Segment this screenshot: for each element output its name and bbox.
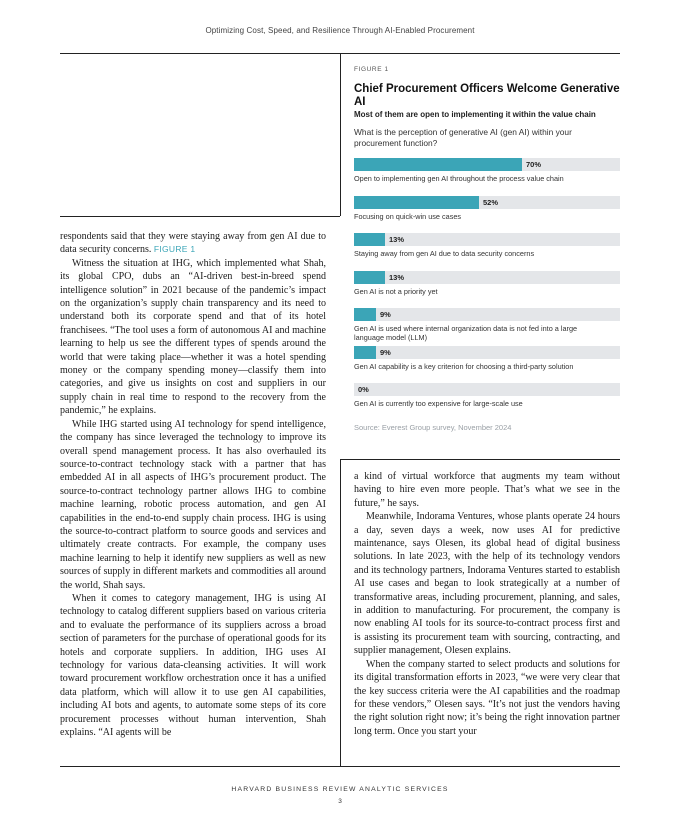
bar-category-label: Open to implementing gen AI throughout the process value chain xyxy=(354,174,564,184)
bar-value-label: 13% xyxy=(389,235,405,245)
bar-value-label: 9% xyxy=(380,310,391,320)
bar-value-label: 9% xyxy=(380,347,391,357)
bar-track xyxy=(354,383,620,396)
figure-source: Source: Everest Group survey, November 2024 xyxy=(354,422,512,432)
paragraph: While IHG started using AI technology for spend intelligence, the company has since leveraged the technology to improve its overall spend management process. It has also overhauled its source-to-contract technology stack with a partner that has embedded AI in all aspects of IHG’s procurement product. The source-to-contract technology partner allows IHG to combine machine learning, robotic process automation, and gen AI capabilities in the end-to-end supply chain process. IHG is using the source-to-contract platform to source goods and services and ultimately create contracts. For example, the company uses machine learning to help it identify new suppliers as well as new sources of supply in different markets and commodities all around the world, Shah says. xyxy=(60,418,326,591)
bar-category-label: Gen AI is used where internal organization data is not fed into a large language model (LLM) xyxy=(354,324,578,342)
figure-label: FIGURE 1 xyxy=(354,66,389,73)
bar-row xyxy=(354,158,620,196)
bar-value-label: 0% xyxy=(358,385,369,395)
bar-category-label: Gen AI capability is a key criterion for choosing a third-party solution xyxy=(354,361,574,371)
bar-category-label: Staying away from gen AI due to data security concerns xyxy=(354,249,535,259)
bar xyxy=(354,158,522,171)
figure-question: What is the perception of generative AI (gen AI) within your procurement function? xyxy=(354,127,572,148)
paragraph: When it comes to category management, IHG is using AI technology to catalog different suppliers based on various criteria and to evaluate the performance of its suppliers across a broad section of parameters for the purchase of operational goods for its hotels and corporate suppliers. In addition, IHG uses AI technology for various data-cleansing activities. It will work toward procurement workflow orchestration once it has a unified data platform, which will allow it to use gen AI capabilities, including AI bots and agents, to automate some steps of its core procurement processes without human intervention, Shah explains. “AI agents will be xyxy=(60,592,326,739)
bar-category-label: Gen AI is currently too expensive for large-scale use xyxy=(354,399,523,409)
bar-row xyxy=(354,196,620,234)
bar-value-label: 70% xyxy=(526,160,542,170)
bar xyxy=(354,308,376,321)
running-header: Optimizing Cost, Speed, and Resilience Through AI-Enabled Procurement xyxy=(205,26,475,35)
left-column xyxy=(60,230,326,739)
bar-track xyxy=(354,346,620,359)
bar-row xyxy=(354,233,620,271)
figure-subtitle: Most of them are open to implementing it within the value chain xyxy=(354,110,596,119)
paragraph xyxy=(60,230,326,257)
figure-bottom-rule xyxy=(340,459,620,460)
bar-row xyxy=(354,383,620,421)
paragraph: When the company started to select products and solutions for its digital transformation efforts in 2023, “we were very clear that the key success criteria were the AI capabilities and the roadmap for these vendors,” Olesen says. “It’s not just the vendors having the right solution right now; it’s being the right innovation partner long term. Once you start your xyxy=(354,658,620,737)
right-column xyxy=(354,470,620,738)
bar xyxy=(354,346,376,359)
figure-1 xyxy=(354,66,620,432)
column-divider-upper xyxy=(340,53,341,216)
figure-title: Chief Procurement Officers Welcome Generative AI xyxy=(354,83,620,108)
bar-row xyxy=(354,346,620,384)
bar-row xyxy=(354,271,620,309)
page-number: 3 xyxy=(338,798,342,805)
bar-value-label: 52% xyxy=(483,197,499,207)
figure-reference[interactable]: FIGURE 1 xyxy=(153,244,196,255)
bar-track xyxy=(354,308,620,321)
column-divider-lower xyxy=(340,459,341,766)
bar-chart xyxy=(354,158,620,421)
bar-category-label: Focusing on quick-win use cases xyxy=(354,211,462,221)
paragraph: Witness the situation at IHG, which implemented what Shah, its global CPO, dubs an “AI-driven best-in-breed spend intelligence solution” in 2021 because of the pandemic’s impact on the organization’s supply chain transparency and its need to understand both its corporate spend and that of its hotel franchisees. “The tool uses a form of autonomous AI and machine learning to help us see the different types of spends around the world that were taking place—whether it was a hotel spending money or the company spending money—classify them into categories, and give us insights on cost and suppliers in our supply chain in real time to respond to the recovery from the pandemic,” he explains. xyxy=(60,257,326,417)
bar-row xyxy=(354,308,620,346)
bottom-rule xyxy=(60,766,620,767)
footer-publication: HARVARD BUSINESS REVIEW ANALYTIC SERVICES xyxy=(231,786,449,793)
left-text-start-rule xyxy=(60,216,340,217)
bar-track xyxy=(354,158,620,171)
paragraph: Meanwhile, Indorama Ventures, whose plants operate 24 hours a day, seven days a week, now uses AI for predictive maintenance, says Olesen, its global head of digital business solutions. In late 2023, with the help of its technology vendors and its technology partners, Indorama Ventures started to establish AI use cases and began to look strategically at a number of transformative areas, including procurement, planning, and sales, in addition to manufacturing. For procurement, the company is now enabling AI tools for its source-to-contract process first and is assisting its procurement team with sourcing, contracting, and supplier management, Olesen explains. xyxy=(354,511,620,657)
bar-category-label: Gen AI is not a priority yet xyxy=(354,286,438,296)
paragraph-text: respondents said that they were staying away from gen AI due to data security concerns. xyxy=(60,231,326,256)
bar-value-label: 13% xyxy=(389,272,405,282)
bar xyxy=(354,196,479,209)
bar xyxy=(354,233,385,246)
paragraph: a kind of virtual workforce that augments my team without having to hire even more people. That’s what we see in the future,” he says. xyxy=(354,471,620,509)
bar xyxy=(354,271,385,284)
